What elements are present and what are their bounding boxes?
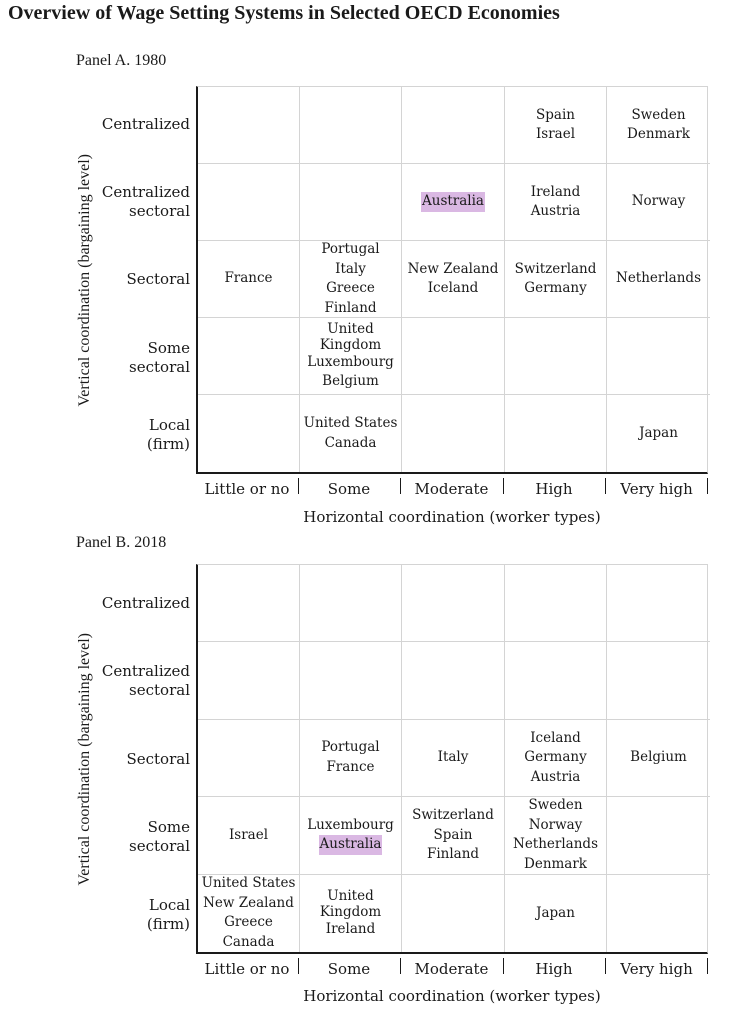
panel-b-cell-local-firm-little-or-no	[198, 875, 300, 952]
panel-b-cell-sectoral-some	[300, 720, 402, 797]
panel-b-country-australia: Australia	[319, 835, 383, 855]
panel-a-country-spain: Spain	[536, 106, 575, 123]
panel-a-country-france: France	[224, 270, 273, 287]
panel-a-country-australia: Australia	[421, 192, 485, 212]
panel-b-cell-sectoral-little-or-no	[198, 720, 300, 797]
panel-b-country-canada: Canada	[222, 933, 275, 950]
panel-b-cell-some-sectoral-high	[505, 797, 607, 874]
panel-a-cell-some-sectoral-little-or-no	[198, 318, 300, 395]
panel-b-country-portugal: Portugal	[321, 739, 380, 756]
panel-b-cell-centralized-high	[505, 565, 607, 642]
panel-a-tick-moderate: Moderate	[414, 480, 489, 498]
panel-b-country-italy: Italy	[437, 749, 469, 766]
figure-title: Overview of Wage Setting Systems in Selected OECD Economies	[8, 2, 560, 24]
panel-a-country-japan: Japan	[639, 424, 678, 441]
panel-a-tick-mark	[707, 478, 708, 494]
panel-b-country-norway: Norway	[528, 816, 583, 833]
panel-b-tick-high: High	[535, 960, 573, 978]
panel-a-tick-very-high: Very high	[620, 480, 693, 498]
panel-b-row-label-centralized: Centralized	[101, 593, 190, 612]
panel-a-cell-some-sectoral-some	[300, 318, 402, 395]
panel-b-country-luxembourg: Luxembourg	[307, 816, 394, 833]
panel-a-cell-some-sectoral-moderate	[402, 318, 505, 395]
panel-b-country-switzerland: Switzerland	[412, 807, 494, 824]
panel-a-country-united-kingdom: United Kingdom	[319, 320, 382, 353]
panel-b-country-finland: Finland	[426, 846, 480, 863]
panel-b-country-netherlands: Netherlands	[513, 836, 598, 853]
panel-a-tick-little-or-no: Little or no	[204, 480, 290, 498]
panel-a-x-axis-label: Horizontal coordination (worker types)	[303, 508, 601, 526]
panel-a-row-label-some-sectoral: Some sectoral	[129, 338, 190, 376]
panel-b-country-ireland: Ireland	[325, 920, 376, 937]
panel-b-country-greece: Greece	[224, 914, 273, 931]
panel-a-country-portugal: Portugal	[321, 241, 380, 257]
panel-b-cell-centralized-sectoral-high	[505, 642, 607, 719]
panel-a-cell-local-firm-little-or-no	[198, 395, 300, 472]
panel-b-country-iceland: Iceland	[530, 729, 581, 746]
panel-b-cell-centralized-little-or-no	[198, 565, 300, 642]
panel-b-cell-local-firm-very-high	[607, 875, 710, 952]
panel-a-country-greece: Greece	[326, 280, 375, 296]
panel-b-cell-centralized-sectoral-moderate	[402, 642, 505, 719]
panel-b-row-label-some-sectoral: Some sectoral	[129, 818, 190, 855]
panel-b-country-germany: Germany	[524, 749, 587, 766]
panel-b-cell-centralized-sectoral-some	[300, 642, 402, 719]
panel-a-country-new-zealand: New Zealand	[407, 260, 499, 277]
panel-b-grid	[196, 564, 708, 954]
panel-a-cell-centralized-sectoral-some	[300, 164, 402, 241]
panel-a-cell-some-sectoral-very-high	[607, 318, 710, 395]
panel-b-tick-moderate: Moderate	[414, 960, 489, 978]
panel-b-row-label-centralized-sectoral: Centralized sectoral	[101, 662, 190, 699]
panel-b-cell-local-firm-high	[505, 875, 607, 952]
panel-a-x-ticks	[196, 478, 708, 500]
panel-a-cell-centralized-sectoral-very-high	[607, 164, 710, 241]
panel-a-country-denmark: Denmark	[627, 126, 690, 142]
panel-a-row-label-local-firm: Local (firm)	[146, 416, 190, 454]
panel-b-row-label-sectoral: Sectoral	[126, 749, 190, 768]
panel-b-country-france: France	[326, 758, 375, 775]
panel-b-country-united-kingdom: United Kingdom	[319, 887, 382, 920]
panel-b-x-ticks	[196, 958, 708, 980]
panel-a-tick-high: High	[535, 480, 573, 498]
panel-b-cell-centralized-some	[300, 565, 402, 642]
panel-a-country-united-states: United States	[303, 415, 398, 431]
panel-a-cell-centralized-very-high	[607, 87, 710, 164]
panel-a-cell-centralized-moderate	[402, 87, 505, 164]
panel-b-country-japan: Japan	[536, 904, 575, 921]
panel-b-cell-local-firm-moderate	[402, 875, 505, 952]
panel-a-country-luxembourg: Luxembourg	[307, 353, 394, 370]
panel-a-country-finland: Finland	[324, 299, 377, 316]
panel-a-cell-local-firm-some	[300, 395, 402, 472]
panel-a-row-label-centralized-sectoral: Centralized sectoral	[101, 183, 190, 221]
panel-a-country-sweden: Sweden	[631, 106, 686, 123]
panel-a-cell-local-firm-high	[505, 395, 607, 472]
panel-b-country-austria: Austria	[530, 768, 581, 785]
panel-a-country-switzerland: Switzerland	[514, 260, 597, 277]
panel-b-country-denmark: Denmark	[524, 855, 587, 872]
panel-a-country-netherlands: Netherlands	[616, 270, 701, 287]
panel-b-cell-sectoral-very-high	[607, 720, 710, 797]
panel-b-country-israel: Israel	[228, 826, 269, 843]
panel-a-cell-centralized-sectoral-little-or-no	[198, 164, 300, 241]
panel-a-cell-sectoral-little-or-no	[198, 241, 300, 318]
panel-a-cell-sectoral-some	[300, 241, 402, 318]
panel-a-country-canada: Canada	[324, 434, 377, 451]
panel-b-cell-some-sectoral-moderate	[402, 797, 505, 874]
panel-b-cell-some-sectoral-little-or-no	[198, 797, 300, 874]
panel-a-cell-sectoral-very-high	[607, 241, 710, 318]
panel-a-grid	[196, 86, 708, 474]
panel-b-tick-some: Some	[327, 960, 371, 978]
panel-b-cell-centralized-moderate	[402, 565, 505, 642]
panel-a-country-italy: Italy	[335, 260, 366, 277]
panel-a-country-ireland: Ireland	[530, 183, 581, 200]
panel-a-tick-some: Some	[327, 480, 371, 498]
panel-b-cell-sectoral-moderate	[402, 720, 505, 797]
panel-b-tick-mark	[707, 958, 708, 974]
panel-a-country-germany: Germany	[524, 280, 587, 296]
panel-b-country-belgium: Belgium	[630, 749, 687, 766]
panel-b-y-axis-label: Vertical coordination (bargaining level)	[76, 632, 93, 886]
panel-b-cell-centralized-sectoral-very-high	[607, 642, 710, 719]
panel-a-cell-sectoral-high	[505, 241, 607, 318]
panel-a-cell-centralized-some	[300, 87, 402, 164]
panel-b-row-label-local-firm: Local (firm)	[146, 896, 190, 933]
panel-a-row-label-sectoral: Sectoral	[126, 270, 190, 289]
panel-a-cell-some-sectoral-high	[505, 318, 607, 395]
panel-a-cell-centralized-sectoral-moderate	[402, 164, 505, 241]
panel-a-row-label-centralized: Centralized	[101, 115, 190, 134]
panel-a-cell-centralized-little-or-no	[198, 87, 300, 164]
panel-b-cell-local-firm-some	[300, 875, 402, 952]
panel-b-tick-very-high: Very high	[620, 960, 693, 978]
panel-b-title: Panel B. 2018	[76, 534, 167, 551]
panel-b-country-new-zealand: New Zealand	[203, 894, 294, 911]
panel-a-title: Panel A. 1980	[76, 52, 167, 69]
panel-a-country-israel: Israel	[535, 126, 576, 142]
panel-a-country-iceland: Iceland	[427, 280, 479, 296]
panel-a-country-austria: Austria	[530, 203, 581, 219]
panel-a-cell-centralized-sectoral-high	[505, 164, 607, 241]
panel-b-country-sweden: Sweden	[528, 797, 583, 814]
panel-a-cell-local-firm-very-high	[607, 395, 710, 472]
panel-a-country-norway: Norway	[631, 193, 686, 210]
panel-b-x-axis-label: Horizontal coordination (worker types)	[303, 987, 601, 1005]
panel-b-country-spain: Spain	[433, 826, 473, 843]
panel-a-y-axis-label: Vertical coordination (bargaining level)	[76, 153, 93, 407]
panel-b-cell-some-sectoral-some	[300, 797, 402, 874]
panel-b-cell-sectoral-high	[505, 720, 607, 797]
panel-b-cell-centralized-very-high	[607, 565, 710, 642]
panel-a-country-belgium: Belgium	[322, 373, 379, 389]
panel-b-tick-little-or-no: Little or no	[204, 960, 290, 978]
panel-a-cell-centralized-high	[505, 87, 607, 164]
panel-a-cell-local-firm-moderate	[402, 395, 505, 472]
panel-b-cell-some-sectoral-very-high	[607, 797, 710, 874]
panel-b-country-united-states: United States	[201, 875, 296, 892]
panel-b-cell-centralized-sectoral-little-or-no	[198, 642, 300, 719]
panel-a-cell-sectoral-moderate	[402, 241, 505, 318]
